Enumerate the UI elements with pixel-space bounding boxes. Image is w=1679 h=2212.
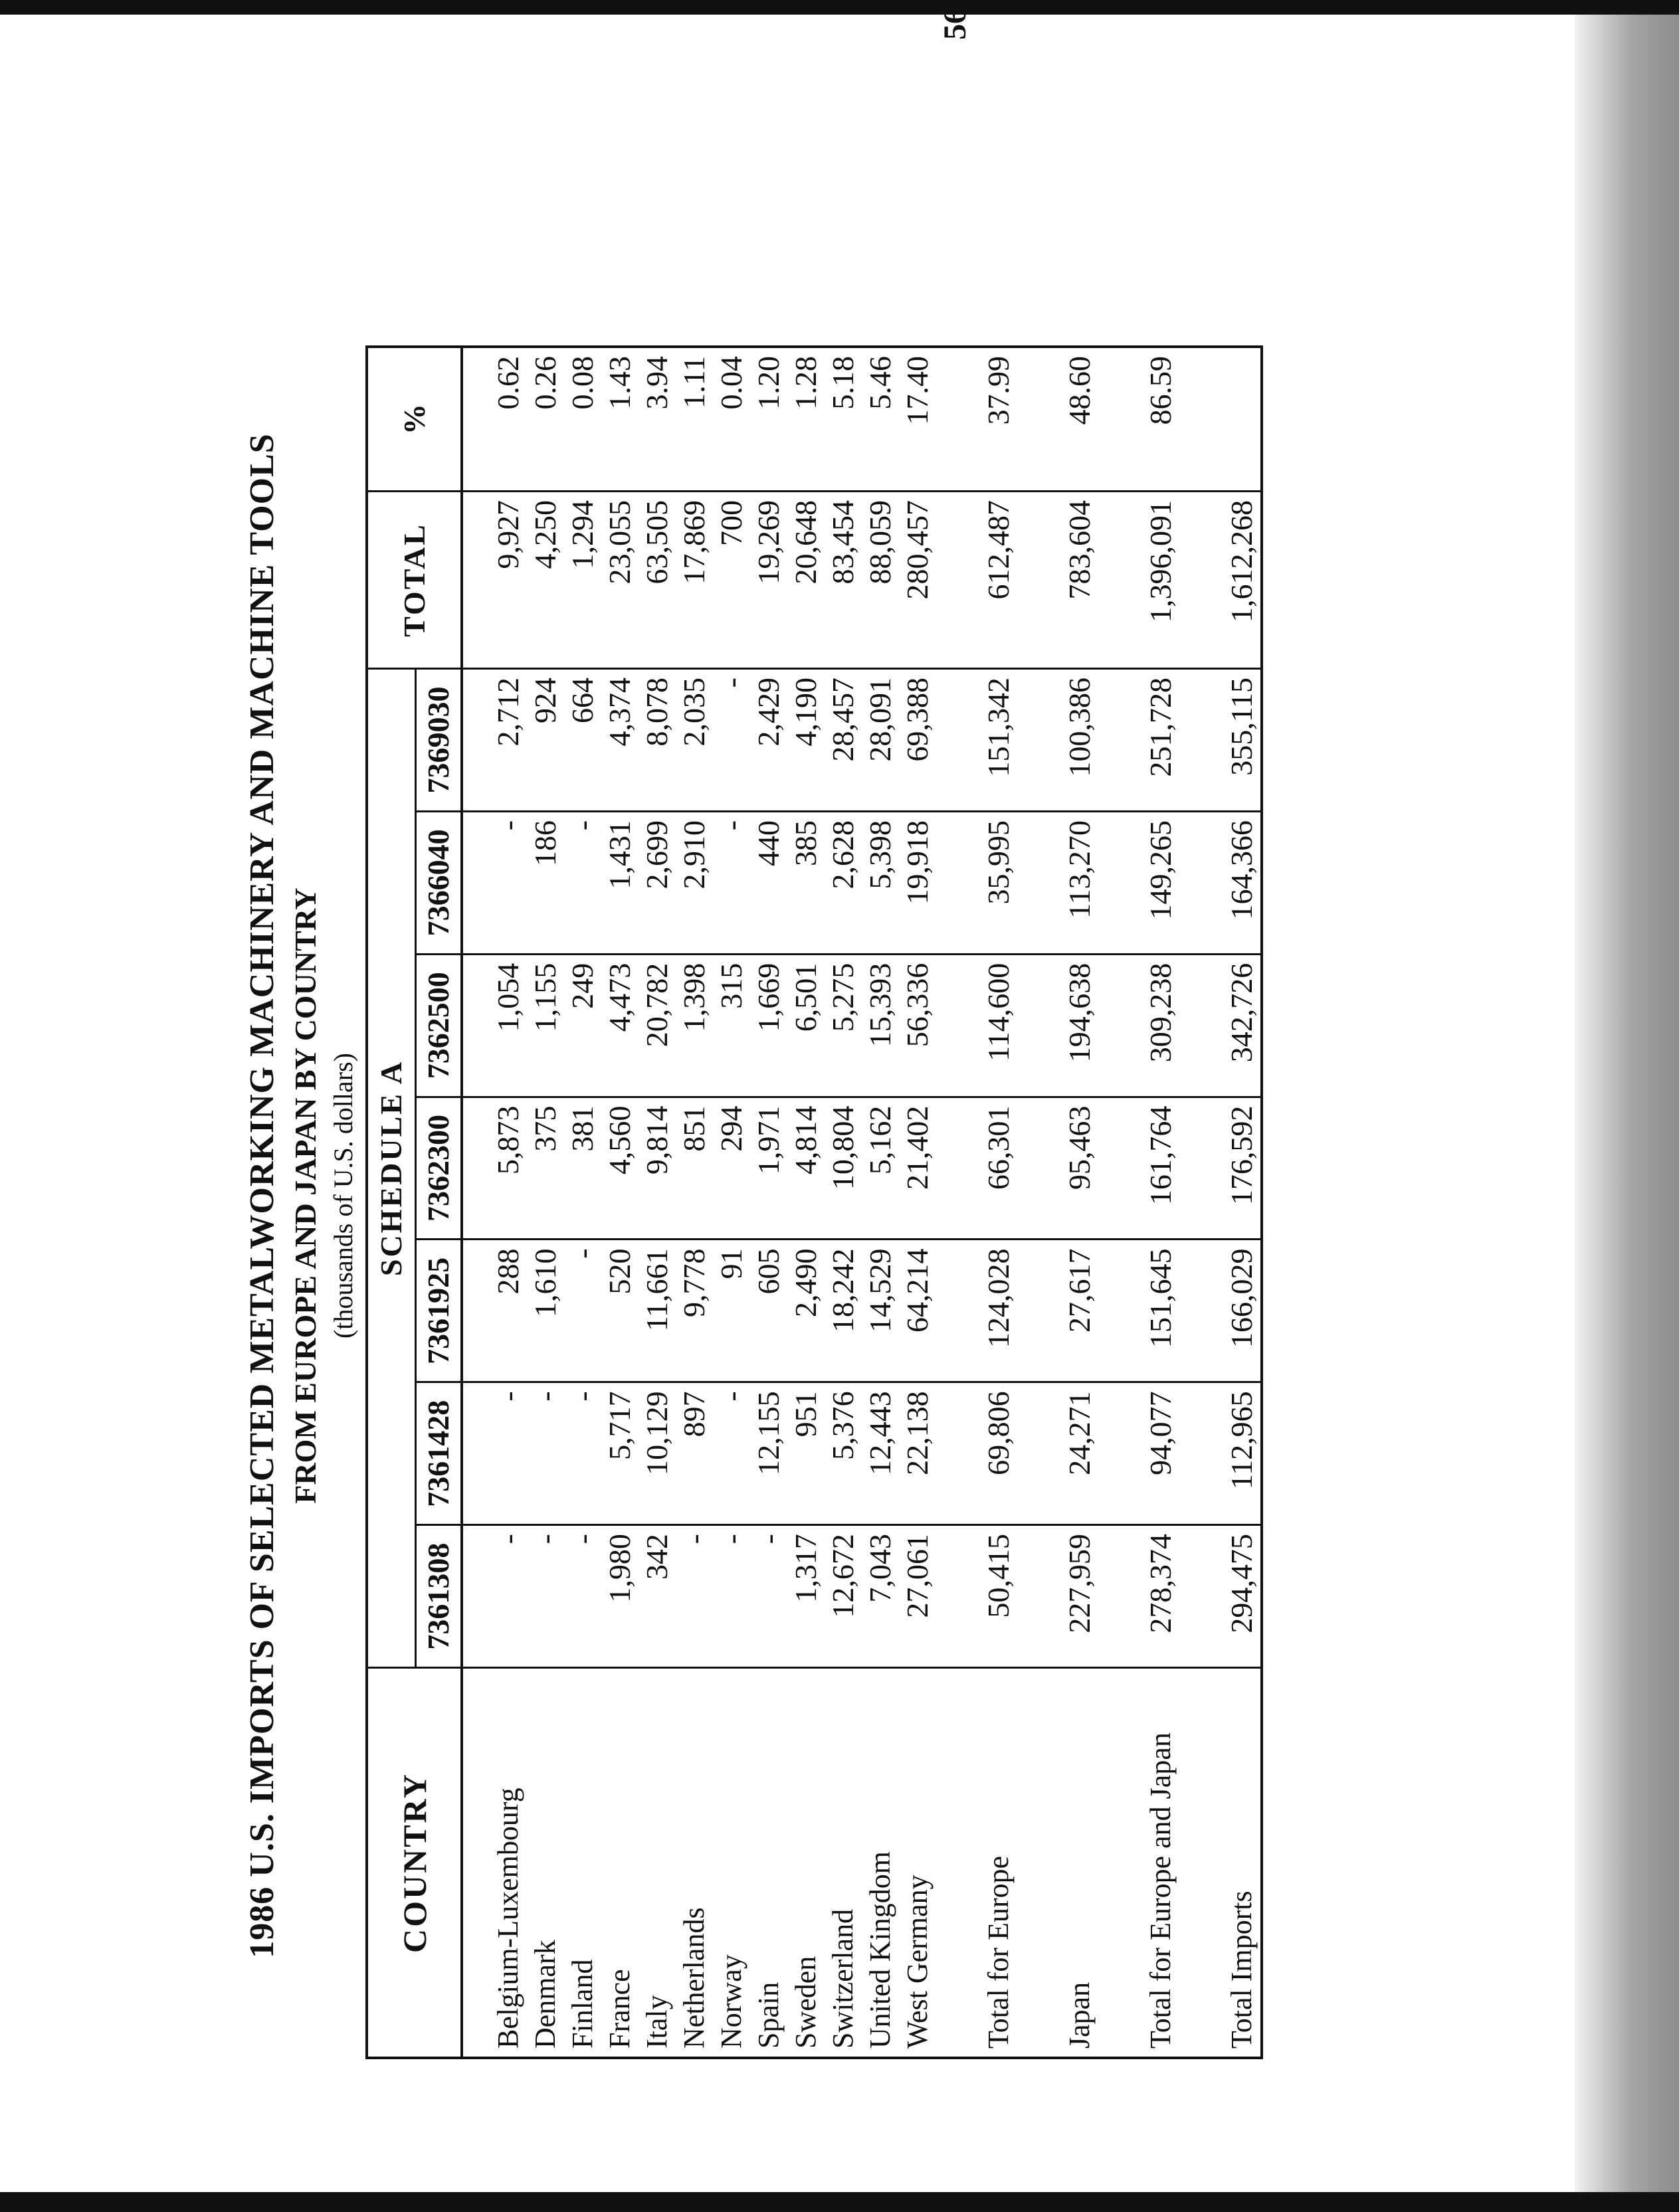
total-cell: 783,604 — [1061, 492, 1098, 669]
table-row — [825, 347, 862, 2058]
percent-cell: 0.62 — [462, 347, 527, 492]
spacer-cell — [1179, 811, 1223, 954]
value-cell: 1,980 — [601, 1525, 639, 1668]
percent-cell: 0.26 — [527, 347, 564, 492]
table-row — [527, 347, 564, 2058]
spacer-cell — [1098, 492, 1142, 669]
value-cell: 14,529 — [862, 1240, 899, 1382]
table-row — [713, 347, 750, 2058]
percent-cell: 1.20 — [750, 347, 787, 492]
table-row — [1223, 347, 1262, 2058]
value-cell: 4,560 — [601, 1097, 639, 1240]
value-cell: 91 — [713, 1240, 750, 1382]
spacer-cell — [1098, 347, 1142, 492]
value-cell: 114,600 — [980, 954, 1017, 1097]
value-cell: - — [713, 669, 750, 812]
value-cell: 27,061 — [899, 1525, 936, 1668]
table-row — [787, 347, 825, 2058]
value-cell: 15,393 — [862, 954, 899, 1097]
value-cell: 294 — [713, 1097, 750, 1240]
total-cell: 700 — [713, 492, 750, 669]
spacer-cell — [936, 1668, 980, 2059]
value-cell: 309,238 — [1142, 954, 1179, 1097]
value-cell: 4,190 — [787, 669, 825, 812]
value-cell: 851 — [676, 1097, 713, 1240]
value-cell: 897 — [676, 1382, 713, 1525]
percent-cell: 37.99 — [980, 347, 1017, 492]
value-cell: 249 — [564, 954, 601, 1097]
total-cell: 17,869 — [676, 492, 713, 669]
value-cell: 94,077 — [1142, 1382, 1179, 1525]
country-cell: Italy — [639, 1668, 676, 2059]
value-cell: 2,712 — [462, 669, 527, 812]
table-row — [564, 347, 601, 2058]
total-cell: 280,457 — [899, 492, 936, 669]
value-cell: - — [527, 1382, 564, 1525]
spacer-cell — [1017, 811, 1061, 954]
spacer-cell — [1017, 347, 1061, 492]
value-cell: 342 — [639, 1525, 676, 1668]
value-cell: 18,242 — [825, 1240, 862, 1382]
value-cell: - — [676, 1525, 713, 1668]
value-cell: 9,814 — [639, 1097, 676, 1240]
value-cell: 64,214 — [899, 1240, 936, 1382]
value-cell: 4,814 — [787, 1097, 825, 1240]
value-cell: 35,995 — [980, 811, 1017, 954]
country-cell: Sweden — [787, 1668, 825, 2059]
value-cell: 166,029 — [1223, 1240, 1262, 1382]
value-cell: 2,429 — [750, 669, 787, 812]
value-cell: 5,162 — [862, 1097, 899, 1240]
spacer-cell — [1098, 1240, 1142, 1382]
code-header: 7361925 — [416, 1240, 462, 1382]
spacer-cell — [1179, 492, 1223, 669]
value-cell: 2,628 — [825, 811, 862, 954]
spacer-cell — [1179, 669, 1223, 812]
spacer-cell — [936, 1525, 980, 1668]
value-cell: 19,918 — [899, 811, 936, 954]
spacer-row — [1179, 347, 1223, 2058]
spacer-cell — [1179, 347, 1223, 492]
percent-cell: 3.94 — [639, 347, 676, 492]
percent-cell: 5.46 — [862, 347, 899, 492]
spacer-cell — [1017, 1668, 1061, 2059]
value-cell: 20,782 — [639, 954, 676, 1097]
value-cell: 2,699 — [639, 811, 676, 954]
value-cell: 113,270 — [1061, 811, 1098, 954]
value-cell: 440 — [750, 811, 787, 954]
value-cell: 385 — [787, 811, 825, 954]
percent-cell — [1223, 347, 1262, 492]
value-cell: 151,342 — [980, 669, 1017, 812]
value-cell: - — [462, 1382, 527, 1525]
country-cell: Denmark — [527, 1668, 564, 2059]
code-header: 7369030 — [416, 669, 462, 812]
value-cell: 21,402 — [899, 1097, 936, 1240]
total-cell: 19,269 — [750, 492, 787, 669]
table-row — [899, 347, 936, 2058]
spacer-cell — [936, 811, 980, 954]
value-cell: 12,443 — [862, 1382, 899, 1525]
spacer-cell — [1179, 1240, 1223, 1382]
country-cell: United Kingdom — [862, 1668, 899, 2059]
value-cell: 1,669 — [750, 954, 787, 1097]
value-cell: 4,374 — [601, 669, 639, 812]
value-cell: 664 — [564, 669, 601, 812]
table-row — [676, 347, 713, 2058]
value-cell: 5,873 — [462, 1097, 527, 1240]
spacer-cell — [936, 347, 980, 492]
total-cell: 23,055 — [601, 492, 639, 669]
value-cell: 924 — [527, 669, 564, 812]
value-cell: 56,336 — [899, 954, 936, 1097]
value-cell: - — [564, 1240, 601, 1382]
spacer-cell — [1098, 811, 1142, 954]
value-cell: 1,155 — [527, 954, 564, 1097]
table-row — [1142, 347, 1179, 2058]
value-cell: 5,275 — [825, 954, 862, 1097]
total-cell: 63,505 — [639, 492, 676, 669]
country-cell: Netherlands — [676, 1668, 713, 2059]
code-header: 7362500 — [416, 954, 462, 1097]
page-subtitle: FROM EUROPE AND JAPAN BY COUNTRY — [288, 887, 322, 1504]
value-cell: 278,374 — [1142, 1525, 1179, 1668]
table-body — [462, 347, 1262, 2058]
total-cell: 4,250 — [527, 492, 564, 669]
value-cell: 151,645 — [1142, 1240, 1179, 1382]
value-cell: 50,415 — [980, 1525, 1017, 1668]
spacer-cell — [1179, 954, 1223, 1097]
country-header: COUNTRY — [367, 1668, 462, 2059]
spacer-cell — [1017, 1240, 1061, 1382]
spacer-cell — [1017, 1382, 1061, 1525]
spacer-cell — [936, 954, 980, 1097]
value-cell: 12,672 — [825, 1525, 862, 1668]
value-cell: - — [713, 1525, 750, 1668]
value-cell: 100,386 — [1061, 669, 1098, 812]
value-cell: 95,463 — [1061, 1097, 1098, 1240]
value-cell: 1,610 — [527, 1240, 564, 1382]
value-cell: 12,155 — [750, 1382, 787, 1525]
value-cell: 227,959 — [1061, 1525, 1098, 1668]
value-cell: 2,490 — [787, 1240, 825, 1382]
percent-cell: 48.60 — [1061, 347, 1098, 492]
spacer-cell — [1017, 954, 1061, 1097]
value-cell: 4,473 — [601, 954, 639, 1097]
total-cell: 9,927 — [462, 492, 527, 669]
value-cell: - — [713, 1382, 750, 1525]
spacer-cell — [1179, 1382, 1223, 1525]
value-cell: - — [750, 1525, 787, 1668]
value-cell: 605 — [750, 1240, 787, 1382]
value-cell: 194,638 — [1061, 954, 1098, 1097]
code-header: 7366040 — [416, 811, 462, 954]
value-cell: 251,728 — [1142, 669, 1179, 812]
value-cell: 69,388 — [899, 669, 936, 812]
value-cell: 7,043 — [862, 1525, 899, 1668]
value-cell: 1,317 — [787, 1525, 825, 1668]
value-cell: - — [527, 1525, 564, 1668]
percent-cell: 0.04 — [713, 347, 750, 492]
value-cell: - — [564, 1525, 601, 1668]
value-cell: - — [564, 1382, 601, 1525]
value-cell: 112,965 — [1223, 1382, 1262, 1525]
country-cell: France — [601, 1668, 639, 2059]
percent-header: % — [367, 347, 462, 492]
value-cell: 1,971 — [750, 1097, 787, 1240]
total-cell: 612,487 — [980, 492, 1017, 669]
total-cell: 1,396,091 — [1142, 492, 1179, 669]
table-row — [639, 347, 676, 2058]
percent-cell: 1.43 — [601, 347, 639, 492]
value-cell: 288 — [462, 1240, 527, 1382]
value-cell: 164,366 — [1223, 811, 1262, 954]
value-cell: 5,376 — [825, 1382, 862, 1525]
percent-cell: 0.08 — [564, 347, 601, 492]
spacer-cell — [1017, 1525, 1061, 1668]
total-cell: 20,648 — [787, 492, 825, 669]
table-row — [462, 347, 527, 2058]
value-cell: - — [462, 1525, 527, 1668]
value-cell: 1,431 — [601, 811, 639, 954]
code-header: 7361428 — [416, 1382, 462, 1525]
spacer-cell — [936, 1097, 980, 1240]
spacer-cell — [1179, 1097, 1223, 1240]
value-cell: 28,457 — [825, 669, 862, 812]
total-cell: 1,294 — [564, 492, 601, 669]
value-cell: 124,028 — [980, 1240, 1017, 1382]
value-cell: - — [564, 811, 601, 954]
value-cell: 27,617 — [1061, 1240, 1098, 1382]
value-cell: 176,592 — [1223, 1097, 1262, 1240]
percent-cell: 86.59 — [1142, 347, 1179, 492]
value-cell: 355,115 — [1223, 669, 1262, 812]
spacer-row — [1017, 347, 1061, 2058]
value-cell: 24,271 — [1061, 1382, 1098, 1525]
value-cell: 11,661 — [639, 1240, 676, 1382]
spacer-row — [936, 347, 980, 2058]
imports-table — [365, 345, 1263, 2059]
value-cell: 2,910 — [676, 811, 713, 954]
percent-cell: 5.18 — [825, 347, 862, 492]
spacer-row — [1098, 347, 1142, 2058]
value-cell: 951 — [787, 1382, 825, 1525]
spacer-cell — [936, 492, 980, 669]
country-cell: Belgium-Luxembourg — [462, 1668, 527, 2059]
country-cell: Japan — [1061, 1668, 1098, 2059]
value-cell: 8,078 — [639, 669, 676, 812]
value-cell: - — [462, 811, 527, 954]
value-cell: 2,035 — [676, 669, 713, 812]
scan-bottom-border — [0, 2192, 1679, 2212]
spacer-cell — [1017, 1097, 1061, 1240]
country-cell: Total for Europe and Japan — [1142, 1668, 1179, 2059]
spacer-cell — [1017, 492, 1061, 669]
value-cell: 294,475 — [1223, 1525, 1262, 1668]
value-cell: 10,804 — [825, 1097, 862, 1240]
spacer-cell — [1179, 1668, 1223, 2059]
spacer-cell — [1098, 954, 1142, 1097]
country-cell: West Germany — [899, 1668, 936, 2059]
value-cell: 1,398 — [676, 954, 713, 1097]
table-row — [750, 347, 787, 2058]
spacer-cell — [936, 669, 980, 812]
spacer-cell — [1098, 1668, 1142, 2059]
units-note: (thousands of U.S. dollars) — [328, 1053, 358, 1338]
value-cell: 375 — [527, 1097, 564, 1240]
page-number: 56. — [938, 0, 973, 40]
percent-cell: 1.28 — [787, 347, 825, 492]
total-cell: 88,059 — [862, 492, 899, 669]
spacer-cell — [1017, 669, 1061, 812]
value-cell: 342,726 — [1223, 954, 1262, 1097]
value-cell: 5,398 — [862, 811, 899, 954]
value-cell: 6,501 — [787, 954, 825, 1097]
value-cell: 28,091 — [862, 669, 899, 812]
country-cell: Switzerland — [825, 1668, 862, 2059]
table-row — [1061, 347, 1098, 2058]
spacer-cell — [1098, 1525, 1142, 1668]
code-header: 7361308 — [416, 1525, 462, 1668]
value-cell: 66,301 — [980, 1097, 1017, 1240]
value-cell: 69,806 — [980, 1382, 1017, 1525]
value-cell: 9,778 — [676, 1240, 713, 1382]
value-cell: 186 — [527, 811, 564, 954]
value-cell: 161,764 — [1142, 1097, 1179, 1240]
table-row — [980, 347, 1017, 2058]
percent-cell: 1.11 — [676, 347, 713, 492]
country-cell: Norway — [713, 1668, 750, 2059]
country-cell: Spain — [750, 1668, 787, 2059]
country-cell: Total Imports — [1223, 1668, 1262, 2059]
value-cell: 381 — [564, 1097, 601, 1240]
value-cell: - — [713, 811, 750, 954]
value-cell: 149,265 — [1142, 811, 1179, 954]
total-cell: 1,612,268 — [1223, 492, 1262, 669]
spacer-cell — [936, 1240, 980, 1382]
rotated-page-content — [229, 0, 1679, 2059]
percent-cell: 17.40 — [899, 347, 936, 492]
schedule-header: SCHEDULE A — [367, 669, 416, 1668]
value-cell: 22,138 — [899, 1382, 936, 1525]
value-cell: 1,054 — [462, 954, 527, 1097]
value-cell: 315 — [713, 954, 750, 1097]
total-header: TOTAL — [367, 492, 462, 669]
spacer-cell — [1098, 669, 1142, 812]
spacer-cell — [1179, 1525, 1223, 1668]
spacer-cell — [1098, 1097, 1142, 1240]
total-cell: 83,454 — [825, 492, 862, 669]
value-cell: 5,717 — [601, 1382, 639, 1525]
country-cell: Total for Europe — [980, 1668, 1017, 2059]
spacer-cell — [1098, 1382, 1142, 1525]
value-cell: 10,129 — [639, 1382, 676, 1525]
spacer-cell — [936, 1382, 980, 1525]
value-cell: 520 — [601, 1240, 639, 1382]
country-cell: Finland — [564, 1668, 601, 2059]
page-title: 1986 U.S. IMPORTS OF SELECTED METALWORKING MACHINERY AND MACHINE TOOLS — [243, 433, 281, 1958]
table-row — [862, 347, 899, 2058]
table-row — [601, 347, 639, 2058]
code-header: 7362300 — [416, 1097, 462, 1240]
